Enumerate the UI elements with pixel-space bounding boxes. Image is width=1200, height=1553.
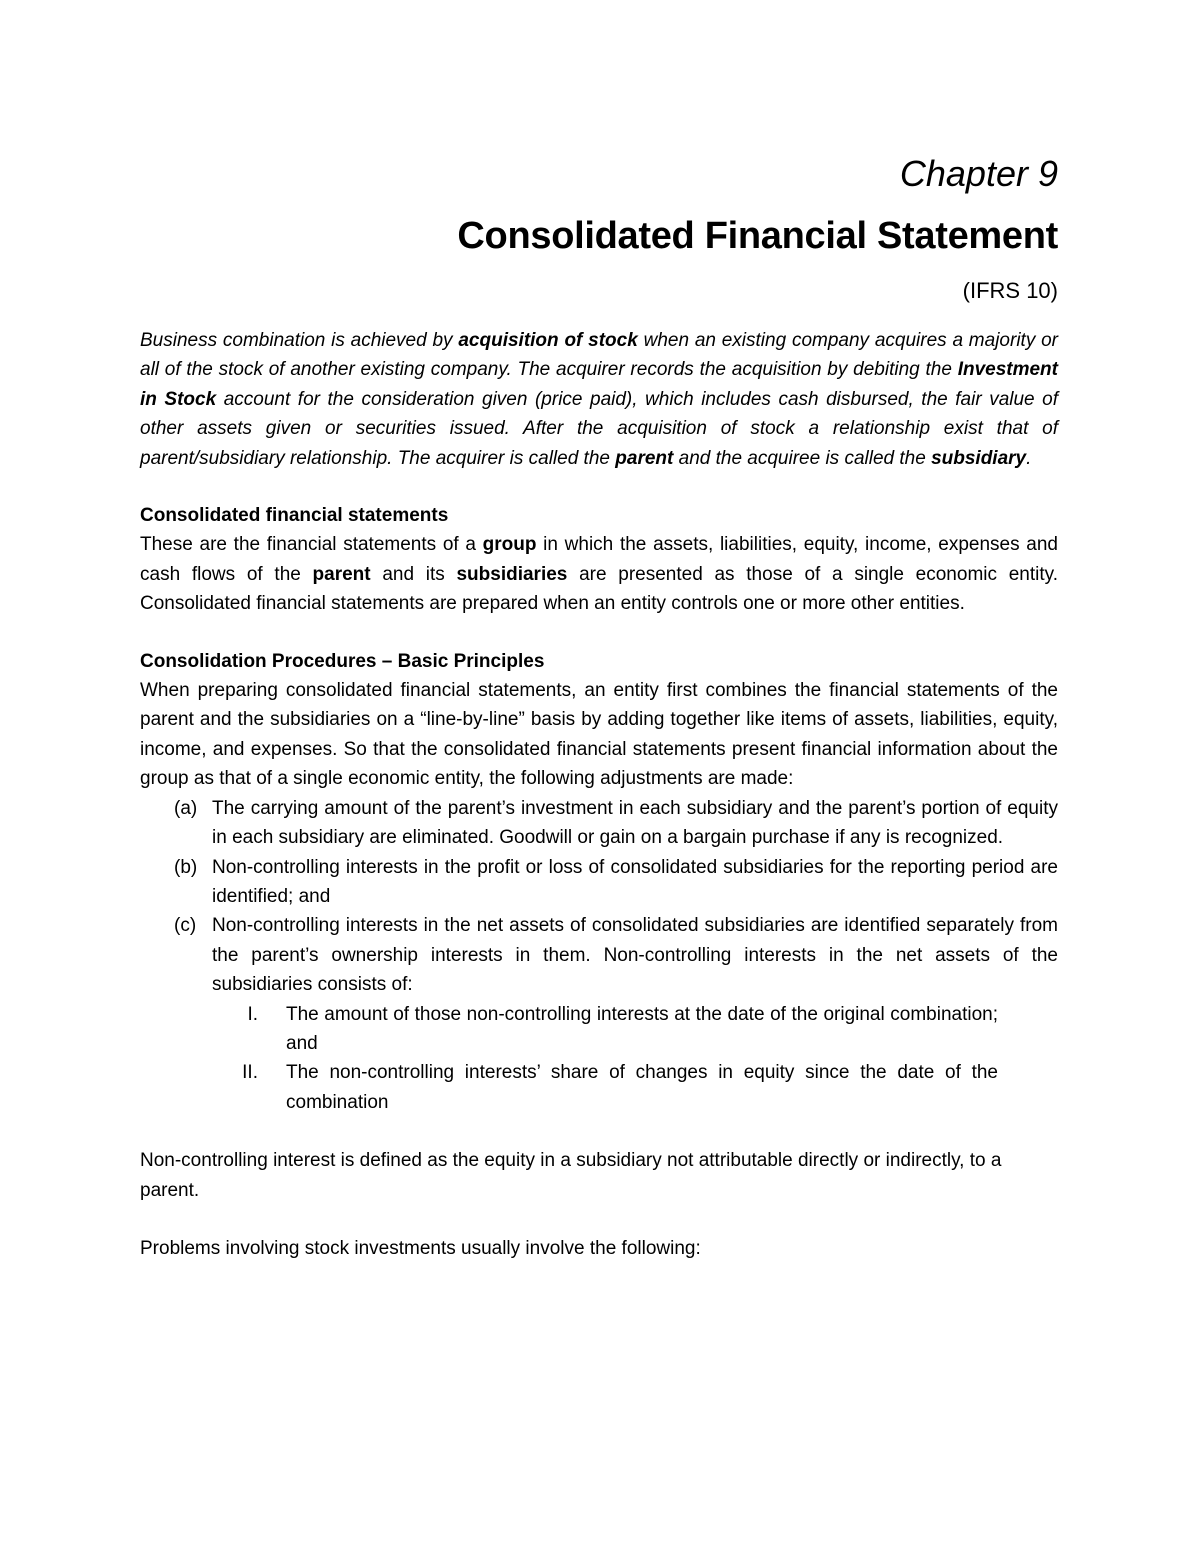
list-marker: (c) <box>174 915 197 937</box>
standard-reference: (IFRS 10) <box>962 278 1058 303</box>
section2-paragraph: When preparing consolidated financial statements, an entity first combines the financial statements of the parent and the subsidiaries on a “line-by-line” basis by adding together like items of assets, liabilities, equity, income, and expenses. So that the consolidated financial statements present financial information about the group as that of a single economic entity, the following adjustments are made: <box>140 680 1058 790</box>
intro-bold-4: subsidiary <box>931 447 1027 469</box>
adjustments-list <box>140 794 1058 1117</box>
sublist-item <box>212 1000 1058 1059</box>
intro-text-2: when an existing company acquires a majority or all of the stock of another existing company. The acquirer records the acquisition by debiting the <box>140 330 1059 381</box>
section-heading-consolidation-procedures: Consolidation Procedures – Basic Principles <box>140 650 545 672</box>
list-marker: (b) <box>174 856 198 878</box>
section1-bold-3: subsidiaries <box>456 563 568 585</box>
nci-definition-paragraph: Non-controlling interest is defined as the equity in a subsidiary not attributable directly or indirectly, to a parent. <box>140 1150 1002 1201</box>
chapter-label: Chapter 9 <box>899 153 1058 194</box>
list-item-text: Non-controlling interests in the profit or loss of consolidated subsidiaries for the reporting period are identified; and <box>212 856 1058 907</box>
section1-text-4: are presented as those of a single economic entity. Consolidated financial statements are prepared when an entity controls one or more other entities. <box>140 563 1058 615</box>
intro-bold-2: Investment in Stock <box>140 359 1058 410</box>
section1-text-1: These are the financial statements of a <box>140 534 483 556</box>
section1-bold-2: parent <box>312 563 371 585</box>
intro-bold-3: parent <box>615 447 674 469</box>
page-title: Consolidated Financial Statement <box>457 215 1058 257</box>
intro-bold-1: acquisition of stock <box>458 330 638 351</box>
sublist-marker: I. <box>247 1003 258 1025</box>
sublist-item-text: The non-controlling interests’ share of changes in equity since the date of the combination <box>286 1062 998 1113</box>
section1-text-2: in which the assets, liabilities, equity, income, expenses and cash flows of the <box>140 534 1058 585</box>
section1-text-3: and its <box>370 563 457 585</box>
intro-text-5: . <box>1026 447 1032 469</box>
list-item <box>140 853 1058 912</box>
list-item-text: The carrying amount of the parent’s investment in each subsidiary and the parent’s portion of equity in each subsidiary are eliminated. Goodwill or gain on a bargain purchase if any is recognized. <box>212 797 1058 849</box>
list-item <box>140 911 1058 1117</box>
sublist-item <box>212 1058 1058 1117</box>
intro-text-4: and the acquiree is called the <box>673 447 932 469</box>
section-heading-consolidated-fs: Consolidated financial statements <box>140 505 449 527</box>
nci-components-list <box>212 1000 1058 1118</box>
list-item-text: Non-controlling interests in the net assets of consolidated subsidiaries are identified separately from the parent’s ownership interests in them. Non-controlling interests in the net assets of the subsidiaries consists of: <box>212 915 1058 996</box>
intro-paragraph <box>140 326 1058 473</box>
section1-bold-1: group <box>482 534 537 556</box>
list-marker: (a) <box>174 797 198 819</box>
problems-intro-paragraph: Problems involving stock investments usually involve the following: <box>140 1237 701 1259</box>
spacer <box>140 1205 1058 1234</box>
list-item <box>140 794 1058 853</box>
intro-text-3: account for the consideration given (price paid), which includes cash disbursed, the fair value of other assets given or securities issued. After the acquisition of stock a relationship exist that of parent/subsidiary relationship. The acquirer is called the <box>140 388 1058 469</box>
section1-paragraph <box>140 530 1058 618</box>
page-content <box>140 150 1058 1263</box>
intro-text-1: Business combination is achieved by <box>140 330 459 351</box>
sublist-marker: II. <box>242 1062 258 1084</box>
sublist-item-text: The amount of those non-controlling interests at the date of the original combination; and <box>286 1003 998 1054</box>
spacer <box>140 1117 1058 1146</box>
